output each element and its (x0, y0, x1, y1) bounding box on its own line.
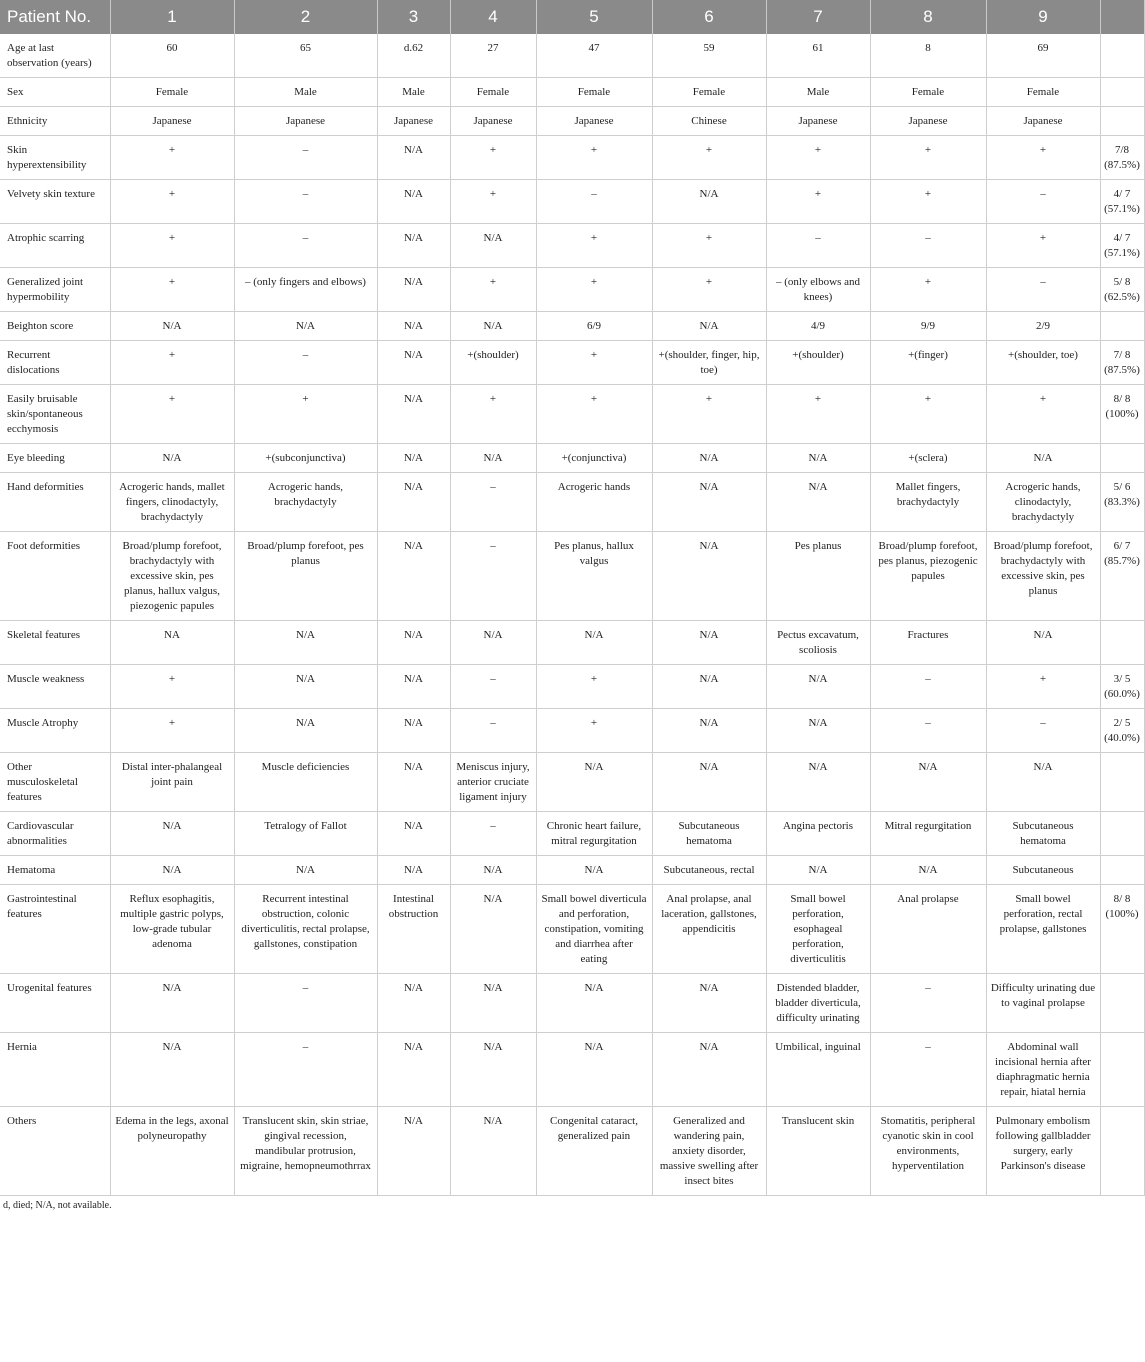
table-cell: N/A (377, 665, 450, 709)
table-cell: Pes planus, hallux valgus (536, 532, 652, 621)
table-cell: + (986, 385, 1100, 444)
table-footnote: d, died; N/A, not available. (3, 1200, 112, 1211)
table-cell: N/A (450, 224, 536, 268)
table-cell: N/A (234, 856, 377, 885)
table-cell: Distal inter-phalangeal joint pain (110, 753, 234, 812)
table-cell: Fractures (870, 621, 986, 665)
table-cell: N/A (652, 1033, 766, 1107)
table-cell: N/A (766, 665, 870, 709)
header-row (0, 0, 1144, 34)
table-cell: N/A (450, 856, 536, 885)
table-cell: Mallet fingers, brachydactyly (870, 473, 986, 532)
row-label: Sex (0, 78, 110, 107)
row-label: Easily bruisable skin/spontaneous ecchymosis (0, 385, 110, 444)
row-label: Muscle weakness (0, 665, 110, 709)
table-cell: Meniscus injury, anterior cruciate ligament injury (450, 753, 536, 812)
header-cell: 9 (986, 0, 1100, 34)
table-cell: – (450, 532, 536, 621)
table-cell: Umbilical, inguinal (766, 1033, 870, 1107)
table-cell: 61 (766, 34, 870, 78)
table-cell: – (234, 974, 377, 1033)
table-cell: + (652, 385, 766, 444)
table-cell: + (450, 385, 536, 444)
table-cell: N/A (986, 444, 1100, 473)
table-cell: Japanese (110, 107, 234, 136)
table-cell: N/A (652, 444, 766, 473)
table-cell: N/A (110, 974, 234, 1033)
table-cell: – (450, 473, 536, 532)
summary-cell: 5/ 6 (83.3%) (1100, 473, 1144, 532)
table-cell: N/A (536, 621, 652, 665)
table-cell: N/A (377, 812, 450, 856)
table-row (0, 621, 1144, 665)
header-cell (1100, 0, 1144, 34)
table-cell: 65 (234, 34, 377, 78)
table-cell: – (234, 1033, 377, 1107)
table-cell: 6/9 (536, 312, 652, 341)
table-cell: + (536, 268, 652, 312)
table-cell: + (536, 385, 652, 444)
table-cell: 27 (450, 34, 536, 78)
table-cell: N/A (234, 312, 377, 341)
table-cell: – (870, 974, 986, 1033)
table-row (0, 136, 1144, 180)
table-row (0, 224, 1144, 268)
row-label: Hernia (0, 1033, 110, 1107)
table-row (0, 268, 1144, 312)
table-cell: N/A (377, 312, 450, 341)
table-cell: N/A (652, 753, 766, 812)
table-cell: – (986, 180, 1100, 224)
row-label: Velvety skin texture (0, 180, 110, 224)
table-cell: + (234, 385, 377, 444)
header-cell: 1 (110, 0, 234, 34)
table-cell: Female (870, 78, 986, 107)
table-cell: + (110, 709, 234, 753)
table-cell: N/A (450, 312, 536, 341)
table-cell: 69 (986, 34, 1100, 78)
summary-cell (1100, 753, 1144, 812)
table-cell: 59 (652, 34, 766, 78)
table-cell: +(conjunctiva) (536, 444, 652, 473)
table-cell: N/A (377, 856, 450, 885)
table-cell: Female (986, 78, 1100, 107)
table-cell: Male (766, 78, 870, 107)
table-row (0, 78, 1144, 107)
table-cell: + (766, 136, 870, 180)
table-cell: N/A (652, 532, 766, 621)
table-cell: N/A (536, 974, 652, 1033)
summary-cell: 8/ 8 (100%) (1100, 385, 1144, 444)
table-cell: Broad/plump forefoot, pes planus, piezogenic papules (870, 532, 986, 621)
table-cell: Subcutaneous hematoma (652, 812, 766, 856)
table-cell: N/A (377, 974, 450, 1033)
table-cell: Subcutaneous, rectal (652, 856, 766, 885)
table-cell: + (652, 224, 766, 268)
table-row (0, 312, 1144, 341)
table-cell: Japanese (234, 107, 377, 136)
table-cell: N/A (377, 341, 450, 385)
table-cell: Acrogeric hands (536, 473, 652, 532)
table-cell: + (110, 665, 234, 709)
table-cell: N/A (986, 753, 1100, 812)
table-cell: +(subconjunctiva) (234, 444, 377, 473)
table-cell: 8 (870, 34, 986, 78)
table-cell: N/A (377, 753, 450, 812)
table-cell: N/A (766, 753, 870, 812)
table-cell: Acrogeric hands, clinodactyly, brachydactyly (986, 473, 1100, 532)
table-cell: Japanese (986, 107, 1100, 136)
summary-cell: 7/ 8 (87.5%) (1100, 341, 1144, 385)
summary-cell (1100, 1107, 1144, 1196)
table-cell: N/A (536, 856, 652, 885)
table-cell: – (450, 665, 536, 709)
header-cell: 7 (766, 0, 870, 34)
table-cell: +(sclera) (870, 444, 986, 473)
table-cell: Female (652, 78, 766, 107)
table-cell: Translucent skin (766, 1107, 870, 1196)
table-cell: Pectus excavatum, scoliosis (766, 621, 870, 665)
table-cell: Chinese (652, 107, 766, 136)
row-label: Eye bleeding (0, 444, 110, 473)
table-cell: Pes planus (766, 532, 870, 621)
table-cell: – (450, 709, 536, 753)
row-label: Age at last observation (years) (0, 34, 110, 78)
table-cell: Pulmonary embolism following gallbladder surgery, early Parkinson's disease (986, 1107, 1100, 1196)
table-cell: N/A (536, 1033, 652, 1107)
table-cell: Edema in the legs, axonal polyneuropathy (110, 1107, 234, 1196)
table-cell: + (110, 180, 234, 224)
table-cell: N/A (652, 312, 766, 341)
table-cell: N/A (377, 224, 450, 268)
table-cell: + (536, 341, 652, 385)
table-cell: – (870, 709, 986, 753)
table-cell: + (450, 268, 536, 312)
table-cell: + (870, 268, 986, 312)
table-row (0, 532, 1144, 621)
table-cell: Female (110, 78, 234, 107)
table-cell: + (110, 224, 234, 268)
table-row (0, 812, 1144, 856)
table-cell: N/A (234, 665, 377, 709)
table-cell: Difficulty urinating due to vaginal prolapse (986, 974, 1100, 1033)
summary-cell (1100, 107, 1144, 136)
table-cell: N/A (377, 268, 450, 312)
table-cell: Generalized and wandering pain, anxiety disorder, massive swelling after insect bites (652, 1107, 766, 1196)
table-cell: Small bowel diverticula and perforation, constipation, vomiting and diarrhea after eating (536, 885, 652, 974)
table-cell: +(shoulder, toe) (986, 341, 1100, 385)
table-cell: Translucent skin, skin striae, gingival recession, mandibular protrusion, migraine, hemopneumothrrax (234, 1107, 377, 1196)
table-cell: N/A (986, 621, 1100, 665)
table-cell: + (652, 136, 766, 180)
table-cell: +(shoulder) (450, 341, 536, 385)
table-cell: + (110, 268, 234, 312)
table-row (0, 1107, 1144, 1196)
row-label: Atrophic scarring (0, 224, 110, 268)
table-cell: Japanese (450, 107, 536, 136)
table-cell: N/A (234, 621, 377, 665)
table-cell: N/A (110, 856, 234, 885)
row-label: Others (0, 1107, 110, 1196)
table-cell: N/A (652, 974, 766, 1033)
table-cell: + (870, 385, 986, 444)
row-label: Skeletal features (0, 621, 110, 665)
table-cell: Broad/plump forefoot, brachydactyly with excessive skin, pes planus, hallux valgus, piezogenic papules (110, 532, 234, 621)
table-cell: 4/9 (766, 312, 870, 341)
table-cell: N/A (377, 532, 450, 621)
header-cell: 4 (450, 0, 536, 34)
table-cell: Reflux esophagitis, multiple gastric polyps, low-grade tubular adenoma (110, 885, 234, 974)
table-cell: Japanese (766, 107, 870, 136)
row-label: Gastrointestinal features (0, 885, 110, 974)
table-cell: N/A (652, 180, 766, 224)
table-cell: Male (234, 78, 377, 107)
table-cell: N/A (110, 312, 234, 341)
table-row (0, 856, 1144, 885)
table-cell: N/A (766, 473, 870, 532)
table-cell: + (870, 136, 986, 180)
table-cell: – (536, 180, 652, 224)
table-cell: – (870, 1033, 986, 1107)
table-cell: +(shoulder) (766, 341, 870, 385)
table-cell: – (234, 180, 377, 224)
header-cell: Patient No. (0, 0, 110, 34)
table-cell: N/A (652, 709, 766, 753)
row-label: Beighton score (0, 312, 110, 341)
table-cell: Mitral regurgitation (870, 812, 986, 856)
table-cell: – (234, 136, 377, 180)
table-cell: N/A (377, 473, 450, 532)
table-row (0, 473, 1144, 532)
table-cell: + (766, 180, 870, 224)
table-cell: + (986, 136, 1100, 180)
table-cell: Acrogeric hands, mallet fingers, clinodactyly, brachydactyly (110, 473, 234, 532)
table-cell: N/A (536, 753, 652, 812)
table-cell: N/A (110, 444, 234, 473)
table-row (0, 885, 1144, 974)
table-row (0, 34, 1144, 78)
table-cell: + (110, 136, 234, 180)
table-cell: + (986, 224, 1100, 268)
table-cell: – (986, 709, 1100, 753)
table-cell: N/A (450, 974, 536, 1033)
header-cell: 6 (652, 0, 766, 34)
table-cell: + (536, 224, 652, 268)
table-cell: + (536, 136, 652, 180)
table-cell: N/A (110, 812, 234, 856)
row-label: Foot deformities (0, 532, 110, 621)
row-label: Hematoma (0, 856, 110, 885)
row-label: Ethnicity (0, 107, 110, 136)
summary-cell (1100, 312, 1144, 341)
header-cell: 5 (536, 0, 652, 34)
table-cell: Small bowel perforation, esophageal perforation, diverticulitis (766, 885, 870, 974)
table-cell: Japanese (536, 107, 652, 136)
row-label: Recurrent dislocations (0, 341, 110, 385)
table-row (0, 1033, 1144, 1107)
table-cell: N/A (377, 621, 450, 665)
table-cell: Acrogeric hands, brachydactyly (234, 473, 377, 532)
table-cell: N/A (377, 444, 450, 473)
row-label: Urogenital features (0, 974, 110, 1033)
summary-cell: 4/ 7 (57.1%) (1100, 224, 1144, 268)
summary-cell: 2/ 5 (40.0%) (1100, 709, 1144, 753)
table-cell: Recurrent intestinal obstruction, colonic diverticulitis, rectal prolapse, gallstones, constipation (234, 885, 377, 974)
table-cell: – (766, 224, 870, 268)
row-label: Skin hyperextensibility (0, 136, 110, 180)
summary-cell (1100, 34, 1144, 78)
table-cell: Broad/plump forefoot, pes planus (234, 532, 377, 621)
table-cell: Chronic heart failure, mitral regurgitation (536, 812, 652, 856)
table-cell: Female (450, 78, 536, 107)
table-cell: Tetralogy of Fallot (234, 812, 377, 856)
summary-cell: 3/ 5 (60.0%) (1100, 665, 1144, 709)
table-cell: N/A (870, 856, 986, 885)
table-cell: + (652, 268, 766, 312)
header-cell: 8 (870, 0, 986, 34)
table-cell: – (450, 812, 536, 856)
header-cell: 2 (234, 0, 377, 34)
table-cell: N/A (450, 444, 536, 473)
table-cell: N/A (377, 136, 450, 180)
table-row (0, 341, 1144, 385)
table-cell: + (870, 180, 986, 224)
summary-cell (1100, 974, 1144, 1033)
table-cell: N/A (450, 1107, 536, 1196)
table-cell: N/A (652, 621, 766, 665)
table-cell: Congenital cataract, generalized pain (536, 1107, 652, 1196)
table-cell: Female (536, 78, 652, 107)
summary-cell (1100, 621, 1144, 665)
table-cell: 2/9 (986, 312, 1100, 341)
table-row (0, 709, 1144, 753)
header-cell: 3 (377, 0, 450, 34)
table-cell: – (870, 224, 986, 268)
table-cell: N/A (377, 385, 450, 444)
table-cell: – (only elbows and knees) (766, 268, 870, 312)
summary-cell (1100, 856, 1144, 885)
summary-cell (1100, 1033, 1144, 1107)
table-cell: Stomatitis, peripheral cyanotic skin in cool environments, hyperventilation (870, 1107, 986, 1196)
table-cell: – (870, 665, 986, 709)
table-cell: + (766, 385, 870, 444)
table-cell: N/A (766, 856, 870, 885)
table-cell: + (450, 180, 536, 224)
table-cell: N/A (652, 473, 766, 532)
table-cell: Japanese (870, 107, 986, 136)
table-cell: + (986, 665, 1100, 709)
table-cell: Distended bladder, bladder diverticula, difficulty urinating (766, 974, 870, 1033)
summary-cell (1100, 812, 1144, 856)
table-cell: N/A (766, 444, 870, 473)
row-label: Cardiovascular abnormalities (0, 812, 110, 856)
table-cell: N/A (766, 709, 870, 753)
table-cell: 60 (110, 34, 234, 78)
table-cell: Anal prolapse, anal laceration, gallstones, appendicitis (652, 885, 766, 974)
summary-cell: 7/8 (87.5%) (1100, 136, 1144, 180)
table-cell: – (only fingers and elbows) (234, 268, 377, 312)
table-cell: Angina pectoris (766, 812, 870, 856)
summary-cell: 8/ 8 (100%) (1100, 885, 1144, 974)
table-cell: + (450, 136, 536, 180)
table-cell: + (110, 341, 234, 385)
table-cell: 47 (536, 34, 652, 78)
table-row (0, 665, 1144, 709)
table-cell: + (536, 665, 652, 709)
table-cell: Intestinal obstruction (377, 885, 450, 974)
table-cell: Abdominal wall incisional hernia after diaphragmatic hernia repair, hiatal hernia (986, 1033, 1100, 1107)
table-row (0, 385, 1144, 444)
table-cell: N/A (377, 709, 450, 753)
table-cell: N/A (234, 709, 377, 753)
table-cell: Male (377, 78, 450, 107)
summary-cell: 5/ 8 (62.5%) (1100, 268, 1144, 312)
table-cell: N/A (870, 753, 986, 812)
summary-cell: 4/ 7 (57.1%) (1100, 180, 1144, 224)
summary-cell: 6/ 7 (85.7%) (1100, 532, 1144, 621)
table-cell: d.62 (377, 34, 450, 78)
summary-cell (1100, 444, 1144, 473)
table-cell: +(shoulder, finger, hip, toe) (652, 341, 766, 385)
table-cell: – (234, 224, 377, 268)
row-label: Muscle Atrophy (0, 709, 110, 753)
summary-cell (1100, 78, 1144, 107)
table-cell: N/A (377, 1107, 450, 1196)
table-cell: N/A (110, 1033, 234, 1107)
table-cell: 9/9 (870, 312, 986, 341)
table-cell: +(finger) (870, 341, 986, 385)
table-cell: Subcutaneous (986, 856, 1100, 885)
table-cell: Subcutaneous hematoma (986, 812, 1100, 856)
table-cell: N/A (450, 885, 536, 974)
table-row (0, 753, 1144, 812)
table-cell: – (234, 341, 377, 385)
table-cell: N/A (450, 1033, 536, 1107)
table-cell: N/A (377, 1033, 450, 1107)
table-cell: NA (110, 621, 234, 665)
table-cell: – (986, 268, 1100, 312)
table-cell: Japanese (377, 107, 450, 136)
table-row (0, 974, 1144, 1033)
table-cell: + (536, 709, 652, 753)
row-label: Other musculoskeletal features (0, 753, 110, 812)
row-label: Hand deformities (0, 473, 110, 532)
table-cell: Broad/plump forefoot, brachydactyly with excessive skin, pes planus (986, 532, 1100, 621)
table-cell: N/A (450, 621, 536, 665)
table-cell: + (110, 385, 234, 444)
table-cell: Anal prolapse (870, 885, 986, 974)
table-cell: Small bowel perforation, rectal prolapse, gallstones (986, 885, 1100, 974)
table-row (0, 180, 1144, 224)
table-cell: N/A (652, 665, 766, 709)
row-label: Generalized joint hypermobility (0, 268, 110, 312)
table-row (0, 107, 1144, 136)
table-cell: N/A (377, 180, 450, 224)
table-row (0, 444, 1144, 473)
table-cell: Muscle deficiencies (234, 753, 377, 812)
